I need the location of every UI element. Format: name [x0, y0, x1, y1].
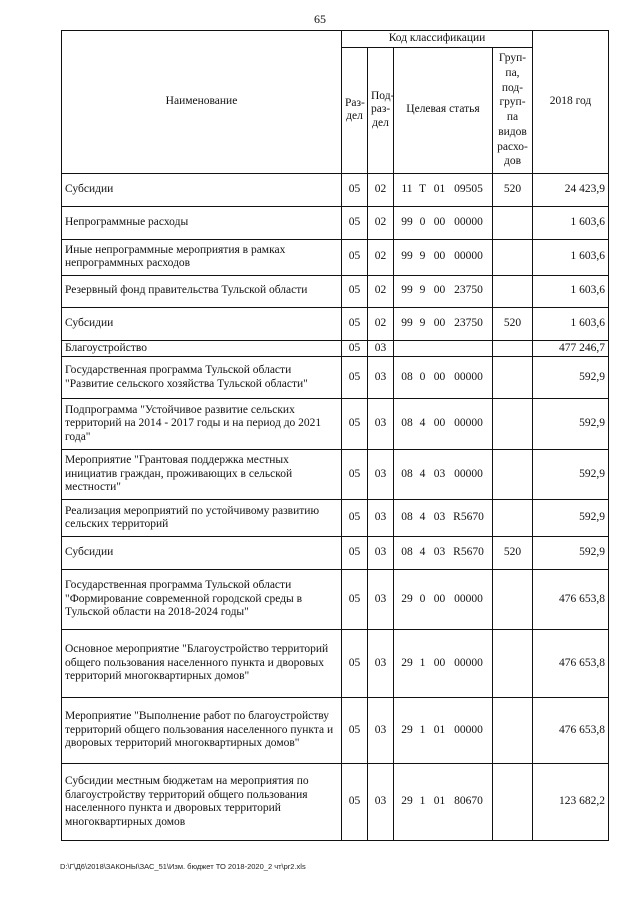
target-direction: 23750: [454, 316, 483, 329]
column-header-year: 2018 год: [533, 31, 609, 174]
row-subsection: 02: [368, 275, 394, 307]
row-name: Государственная программа Тульской области "Формирование современной городской среды в Тульской области на 2018-2024 годы": [62, 570, 342, 630]
column-header-name: Наименование: [62, 31, 342, 174]
target-event: 01: [433, 795, 446, 808]
table-row: [62, 206, 609, 239]
target-direction: 00000: [454, 417, 483, 430]
row-group: 520: [493, 537, 533, 570]
row-section: 05: [342, 340, 368, 357]
row-group: [493, 764, 533, 841]
row-section: 05: [342, 206, 368, 239]
row-group: 520: [493, 173, 533, 206]
row-amount: 476 653,8: [533, 630, 609, 698]
target-subprogram: 9: [419, 250, 426, 263]
target-subprogram: 4: [419, 417, 426, 430]
table-row: [62, 275, 609, 307]
row-section: 05: [342, 764, 368, 841]
row-subsection: 03: [368, 698, 394, 764]
row-amount: 1 603,6: [533, 307, 609, 340]
table-body: [62, 173, 609, 841]
target-program: 99: [401, 250, 413, 263]
target-program: 29: [401, 656, 413, 669]
target-subprogram: 4: [419, 546, 426, 559]
target-event: 00: [433, 417, 446, 430]
table-row: [62, 173, 609, 206]
target-program: 29: [401, 592, 413, 605]
budget-table: [61, 30, 609, 841]
target-subprogram: 0: [419, 370, 426, 383]
target-program: 08: [401, 546, 413, 559]
column-header-target: Целевая статья: [394, 47, 493, 173]
target-subprogram: 9: [419, 284, 426, 297]
row-section: 05: [342, 500, 368, 537]
row-name: Иные непрограммные мероприятия в рамках непрограммных расходов: [62, 239, 342, 275]
column-header-group: Груп-па, под-груп-па видов расхо-дов: [493, 47, 533, 173]
row-target: [394, 275, 493, 307]
row-name: Непрограммные расходы: [62, 206, 342, 239]
row-amount: 592,9: [533, 537, 609, 570]
table-row: [62, 630, 609, 698]
row-subsection: 03: [368, 570, 394, 630]
target-event: 03: [433, 546, 446, 559]
row-name: Основное мероприятие "Благоустройство территорий общего пользования населенного пункта и дворовых территорий многоквартирных домов": [62, 630, 342, 698]
row-section: 05: [342, 450, 368, 500]
row-name: Мероприятие "Грантовая поддержка местных инициатив граждан, проживающих в сельской местности": [62, 450, 342, 500]
row-group: [493, 399, 533, 450]
target-event: 00: [433, 592, 446, 605]
row-amount: 592,9: [533, 357, 609, 399]
file-path-footer: D:\Г\Д6\2018\ЗАКОНЫ\ЗАС_51\Изм. бюджет ТО 2018-2020_2 чт\pr2.xls: [60, 862, 306, 871]
row-subsection: 03: [368, 450, 394, 500]
row-amount: 1 603,6: [533, 275, 609, 307]
row-target: [394, 537, 493, 570]
target-direction: 00000: [454, 656, 483, 669]
row-name: Субсидии местным бюджетам на мероприятия по благоустройству территорий общего пользования населенного пункта и дворовых территорий многоквартирных домов: [62, 764, 342, 841]
row-subsection: 02: [368, 206, 394, 239]
column-header-code: Код классификации: [342, 31, 533, 48]
row-subsection: 03: [368, 630, 394, 698]
row-subsection: 03: [368, 357, 394, 399]
table-row: [62, 764, 609, 841]
target-direction: R5670: [453, 546, 484, 559]
target-program: 29: [401, 795, 413, 808]
row-group: 520: [493, 307, 533, 340]
row-target: [394, 307, 493, 340]
target-event: 00: [433, 250, 446, 263]
row-section: 05: [342, 698, 368, 764]
target-event: 00: [433, 284, 446, 297]
row-name: Подпрограмма "Устойчивое развитие сельских территорий на 2014 - 2017 годы и на период до 2021 года": [62, 399, 342, 450]
row-target: [394, 340, 493, 357]
row-group: [493, 630, 533, 698]
row-group: [493, 450, 533, 500]
target-subprogram: 9: [419, 316, 426, 329]
target-event: 00: [433, 215, 446, 228]
target-program: 11: [401, 182, 413, 195]
row-name: Благоустройство: [62, 340, 342, 357]
target-direction: 00000: [454, 467, 483, 480]
target-event: 00: [433, 656, 446, 669]
row-target: [394, 206, 493, 239]
table-row: [62, 698, 609, 764]
row-amount: 592,9: [533, 500, 609, 537]
table-row: [62, 570, 609, 630]
table-row: [62, 239, 609, 275]
row-target: [394, 357, 493, 399]
row-group: [493, 275, 533, 307]
row-amount: 476 653,8: [533, 570, 609, 630]
target-subprogram: Т: [418, 182, 427, 195]
row-subsection: 03: [368, 537, 394, 570]
row-group: [493, 570, 533, 630]
row-section: 05: [342, 570, 368, 630]
row-target: [394, 450, 493, 500]
row-subsection: 03: [368, 340, 394, 357]
row-section: 05: [342, 307, 368, 340]
table-row: [62, 537, 609, 570]
target-direction: 80670: [454, 795, 483, 808]
row-amount: 476 653,8: [533, 698, 609, 764]
target-event: 03: [433, 511, 446, 524]
table-row: [62, 357, 609, 399]
target-subprogram: 0: [419, 215, 426, 228]
row-name: Мероприятие "Выполнение работ по благоустройству территорий общего пользования населенного пункта и дворовых территорий многоквартирных домов": [62, 698, 342, 764]
subsection-label: Под-раз-дел: [371, 89, 395, 129]
row-amount: 477 246,7: [533, 340, 609, 357]
row-section: 05: [342, 399, 368, 450]
row-group: [493, 357, 533, 399]
target-program: 99: [401, 316, 413, 329]
target-direction: 00000: [454, 370, 483, 383]
table-row: [62, 500, 609, 537]
row-amount: 123 682,2: [533, 764, 609, 841]
row-amount: 1 603,6: [533, 206, 609, 239]
row-section: 05: [342, 357, 368, 399]
target-direction: R5670: [453, 511, 484, 524]
table-row: [62, 450, 609, 500]
page-number: 65: [314, 12, 326, 26]
table-header: [62, 31, 609, 174]
row-subsection: 02: [368, 173, 394, 206]
row-section: 05: [342, 173, 368, 206]
target-direction: 09505: [454, 182, 483, 195]
column-header-section: [342, 47, 368, 173]
target-event: 00: [433, 316, 446, 329]
target-event: 03: [433, 467, 446, 480]
row-amount: 592,9: [533, 450, 609, 500]
target-direction: 00000: [454, 215, 483, 228]
target-event: 01: [433, 182, 446, 195]
row-subsection: 03: [368, 399, 394, 450]
row-target: [394, 399, 493, 450]
target-subprogram: 1: [419, 723, 426, 736]
row-name: Субсидии: [62, 173, 342, 206]
row-group: [493, 698, 533, 764]
target-subprogram: 1: [419, 656, 426, 669]
target-event: 00: [433, 370, 446, 383]
section-label: Раз-дел: [345, 96, 365, 123]
table-row: [62, 307, 609, 340]
row-section: 05: [342, 537, 368, 570]
row-target: [394, 500, 493, 537]
row-target: [394, 764, 493, 841]
table-row: [62, 399, 609, 450]
target-program: 99: [401, 215, 413, 228]
target-subprogram: 1: [419, 795, 426, 808]
target-program: 08: [401, 417, 413, 430]
row-section: 05: [342, 275, 368, 307]
row-section: 05: [342, 630, 368, 698]
row-name: Реализация мероприятий по устойчивому развитию сельских территорий: [62, 500, 342, 537]
row-target: [394, 570, 493, 630]
target-direction: 00000: [454, 592, 483, 605]
row-subsection: 02: [368, 307, 394, 340]
row-subsection: 02: [368, 239, 394, 275]
row-group: [493, 206, 533, 239]
row-amount: 1 603,6: [533, 239, 609, 275]
row-name: Субсидии: [62, 537, 342, 570]
target-program: 99: [401, 284, 413, 297]
row-name: Субсидии: [62, 307, 342, 340]
row-group: [493, 340, 533, 357]
target-subprogram: 0: [419, 592, 426, 605]
target-direction: 23750: [454, 284, 483, 297]
row-subsection: 03: [368, 500, 394, 537]
row-target: [394, 630, 493, 698]
row-group: [493, 500, 533, 537]
row-amount: 24 423,9: [533, 173, 609, 206]
target-subprogram: 4: [419, 467, 426, 480]
column-header-subsection: [368, 47, 394, 173]
row-group: [493, 239, 533, 275]
row-section: 05: [342, 239, 368, 275]
row-name: Государственная программа Тульской области "Развитие сельского хозяйства Тульской области": [62, 357, 342, 399]
row-subsection: 03: [368, 764, 394, 841]
target-program: 08: [401, 511, 413, 524]
row-target: [394, 698, 493, 764]
row-target: [394, 239, 493, 275]
target-program: 08: [401, 370, 413, 383]
target-program: 08: [401, 467, 413, 480]
target-program: 29: [401, 723, 413, 736]
target-event: 01: [433, 723, 446, 736]
target-direction: 00000: [454, 250, 483, 263]
table-row: [62, 340, 609, 357]
target-subprogram: 4: [419, 511, 426, 524]
row-name: Резервный фонд правительства Тульской области: [62, 275, 342, 307]
target-direction: 00000: [454, 723, 483, 736]
row-target: [394, 173, 493, 206]
row-amount: 592,9: [533, 399, 609, 450]
